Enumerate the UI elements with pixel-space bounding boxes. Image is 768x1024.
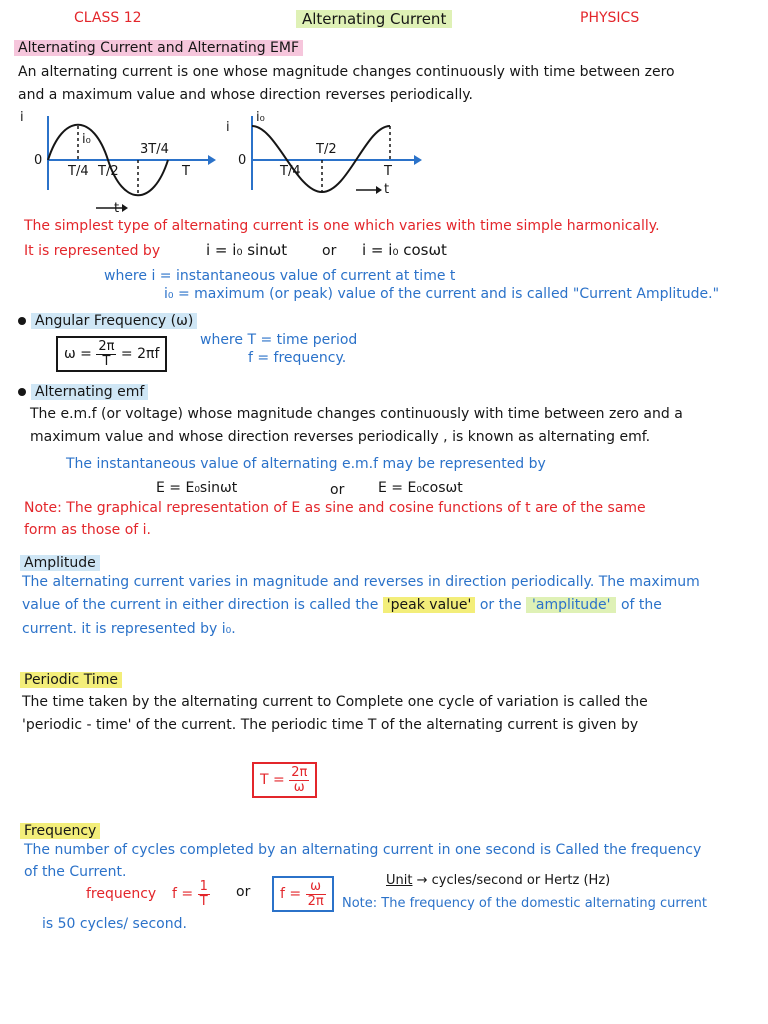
alternating-emf-title: Alternating emf <box>31 384 148 400</box>
peak-value-term: 'peak value' <box>383 597 476 613</box>
graph1-tick-3t4: 3T/4 <box>140 142 169 157</box>
period-lhs: T = <box>260 772 285 789</box>
periodic-time-line-1: The time taken by the alternating current to Complete one cycle of variation is called the <box>22 694 648 710</box>
frequency-label: frequency <box>86 886 157 902</box>
graph1-t-label: t <box>114 201 120 216</box>
unit-text: → cycles/second or Hertz (Hz) <box>416 873 611 888</box>
omega-numerator: 2π <box>98 339 115 354</box>
graph2-peak-label: i₀ <box>256 110 265 125</box>
graph1-tick-t2: T/2 <box>98 164 119 179</box>
graph2-tick-t4: T/4 <box>280 164 301 179</box>
or-text-1: or <box>322 243 337 259</box>
bullet-icon <box>18 388 26 396</box>
emf-cosine-equation: E = E₀cosωt <box>378 480 463 496</box>
where-time-period: where T = time period <box>200 332 358 348</box>
graph2-y-label: i <box>226 120 230 135</box>
graph1-peak-label: i₀ <box>82 132 91 147</box>
frequency-line-2: of the Current. <box>24 864 127 880</box>
emf-note-line-1: Note: The graphical representation of E as sine and cosine functions of t are of the same <box>24 500 646 516</box>
angular-frequency-heading <box>18 313 197 329</box>
subject-label: PHYSICS <box>580 10 640 26</box>
amplitude-heading: Amplitude <box>20 555 100 571</box>
amplitude-line-3: current. it is represented by i₀. <box>22 621 236 637</box>
emf-note-line-2: form as those of i. <box>24 522 151 538</box>
amplitude-line-2-a: value of the current in either direction is called the <box>22 597 379 613</box>
simplest-ac-line-2: It is represented by <box>24 243 161 259</box>
periodic-time-heading: Periodic Time <box>20 672 122 688</box>
freq-denominator: T <box>199 893 208 909</box>
ac-definition-line-1: An alternating current is one whose magnitude changes continuously with time between zero <box>18 64 675 80</box>
omega-rhs: = 2πf <box>120 346 160 363</box>
unit-line <box>386 873 610 888</box>
frequency-line-1: The number of cycles completed by an alternating current in one second is Called the frequency <box>24 842 702 858</box>
frequency-omega-formula-box <box>272 876 334 912</box>
freq-numerator: 1 <box>199 879 208 894</box>
frequency-note: Note: The frequency of the domestic alternating current <box>342 896 707 911</box>
angular-frequency-formula-box <box>56 336 167 372</box>
ac-definition-line-2: and a maximum value and whose direction reverses periodically. <box>18 87 473 103</box>
omega-lhs: ω = <box>64 346 92 363</box>
frequency-reciprocal-formula <box>172 880 210 908</box>
amplitude-term: 'amplitude' <box>526 597 616 613</box>
graph2-origin-label: 0 <box>238 153 247 168</box>
bullet-icon <box>18 317 26 325</box>
emf-definition-line-2: maximum value and whose direction reverses periodically , is known as alternating emf. <box>30 429 651 445</box>
simplest-ac-line-1: The simplest type of alternating current is one which varies with time simple harmonically. <box>24 218 660 234</box>
period-numerator: 2π <box>291 765 308 780</box>
periodic-time-formula-box <box>252 762 317 798</box>
graph2-t-label: t <box>384 182 390 197</box>
graph2-x-arrow <box>414 155 422 165</box>
graph1-x-arrow <box>208 155 216 165</box>
graph2-tick-T: T <box>384 164 392 179</box>
class-label: CLASS 12 <box>74 10 142 26</box>
freq-lhs: f = <box>172 886 194 903</box>
alternating-emf-heading <box>18 384 148 400</box>
section-heading-ac-emf: Alternating Current and Alternating EMF <box>14 40 303 56</box>
frequency-heading: Frequency <box>20 823 100 839</box>
period-denominator: ω <box>293 779 305 795</box>
page-title: Alternating Current <box>296 10 452 28</box>
angular-frequency-title: Angular Frequency (ω) <box>31 313 197 329</box>
or-text-3: or <box>236 884 251 900</box>
unit-label: Unit <box>386 873 413 888</box>
emf-sine-equation: E = E₀sinωt <box>156 480 238 496</box>
amplitude-line-2 <box>22 597 662 613</box>
freq-box-denominator: 2π <box>307 893 324 909</box>
periodic-time-line-2: 'periodic - time' of the current. The periodic time T of the alternating current is given by <box>22 717 639 733</box>
graph1-origin-label: 0 <box>34 153 43 168</box>
amplitude-line-1: The alternating current varies in magnitude and reverses in direction periodically. The maximum <box>22 574 700 590</box>
where-frequency: f = frequency. <box>248 350 347 366</box>
where-instantaneous: where i = instantaneous value of current at time t <box>104 268 456 284</box>
graph1-y-label: i <box>20 110 24 125</box>
omega-denominator: T <box>102 353 111 369</box>
graph2-tick-t2: T/2 <box>316 142 337 157</box>
current-sine-equation: i = i₀ sinωt <box>206 241 288 259</box>
graph2-t-arrow-head <box>376 186 382 194</box>
amplitude-line-2-c: of the <box>620 597 662 613</box>
frequency-last-line: is 50 cycles/ second. <box>42 916 187 932</box>
freq-box-numerator: ω <box>306 880 326 895</box>
emf-definition-line-1: The e.m.f (or voltage) whose magnitude changes continuously with time between zero and a <box>30 406 683 422</box>
amplitude-line-2-b: or the <box>479 597 522 613</box>
where-peak-amplitude: i₀ = maximum (or peak) value of the current and is called "Current Amplitude." <box>164 286 720 302</box>
or-text-2: or <box>330 482 345 498</box>
graph1-tick-t4: T/4 <box>68 164 89 179</box>
current-cosine-equation: i = i₀ cosωt <box>362 241 447 259</box>
graph1-tick-T: T <box>182 164 190 179</box>
freq-box-lhs: f = <box>280 886 302 903</box>
emf-instantaneous-text: The instantaneous value of alternating e.m.f may be represented by <box>66 456 546 472</box>
graph1-t-arrow-head <box>122 204 128 212</box>
